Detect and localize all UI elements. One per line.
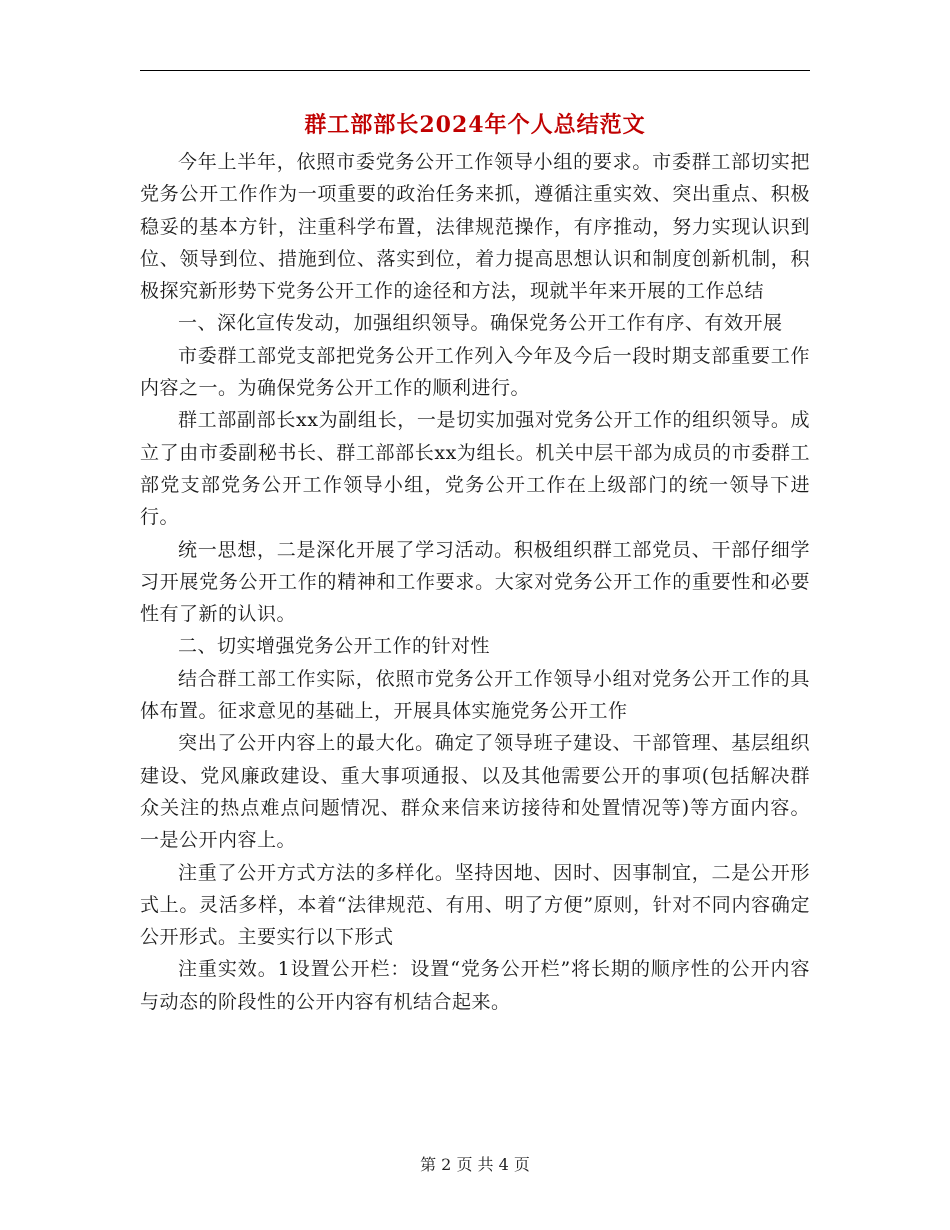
document-body (140, 146, 810, 1018)
paragraph: 注重实效。1设置公开栏：设置“党务公开栏”将长期的顺序性的公开内容与动态的阶段性的公开内容有机结合起来。 (140, 958, 810, 1013)
paragraph-section-1-heading: 一、深化宣传发动，加强组织领导。确保党务公开工作有序、有效开展 (178, 312, 783, 335)
paragraph: 注重了公开方式方法的多样化。坚持因地、因时、因事制宜，二是公开形式上。灵活多样，本着“法律规范、有用、明了方便”原则，针对不同内容确定公开形式。主要实行以下形式 (140, 861, 810, 949)
document-title: 群工部部长2024年个人总结范文 (304, 112, 646, 138)
page-number: 第 2 页 共 4 页 (420, 1155, 530, 1174)
paragraph: 结合群工部工作实际，依照市党务公开工作领导小组对党务公开工作的具体布置。征求意见的基础上，开展具体实施党务公开工作 (140, 667, 810, 723)
paragraph: 突出了公开内容上的最大化。确定了领导班子建设、干部管理、基层组织建设、党风廉政建设、重大事项通报、以及其他需要公开的事项(包括解决群众关注的热点难点问题情况、群众来信来访接待和处置情况等)等方面内容。一是公开内容上。 (140, 732, 810, 852)
paragraph-intro: 今年上半年，依照市委党务公开工作领导小组的要求。市委群工部切实把党务公开工作作为一项重要的政治任务来抓，遵循注重实效、突出重点、积极稳妥的基本方针，注重科学布置，法律规范操作，有序推动，努力实现认识到位、领导到位、措施到位、落实到位，着力提高思想认识和制度创新机制，积极探究新形势下党务公开工作的途径和方法，现就半年来开展的工作总结 (140, 151, 810, 303)
paragraph-section-2-heading: 二、切实增强党务公开工作的针对性 (178, 635, 491, 658)
paragraph: 市委群工部党支部把党务公开工作列入今年及今后一段时期支部重要工作内容之一。为确保党务公开工作的顺利进行。 (140, 344, 810, 400)
paragraph: 统一思想，二是深化开展了学习活动。积极组织群工部党员、干部仔细学习开展党务公开工作的精神和工作要求。大家对党务公开工作的重要性和必要性有了新的认识。 (140, 538, 810, 626)
header-rule (140, 70, 810, 71)
paragraph: 群工部副部长xx为副组长，一是切实加强对党务公开工作的组织领导。成立了由市委副秘书长、群工部部长xx为组长。机关中层干部为成员的市委群工部党支部党务公开工作领导小组，党务公开工作在上级部门的统一领导下进行。 (140, 409, 810, 529)
